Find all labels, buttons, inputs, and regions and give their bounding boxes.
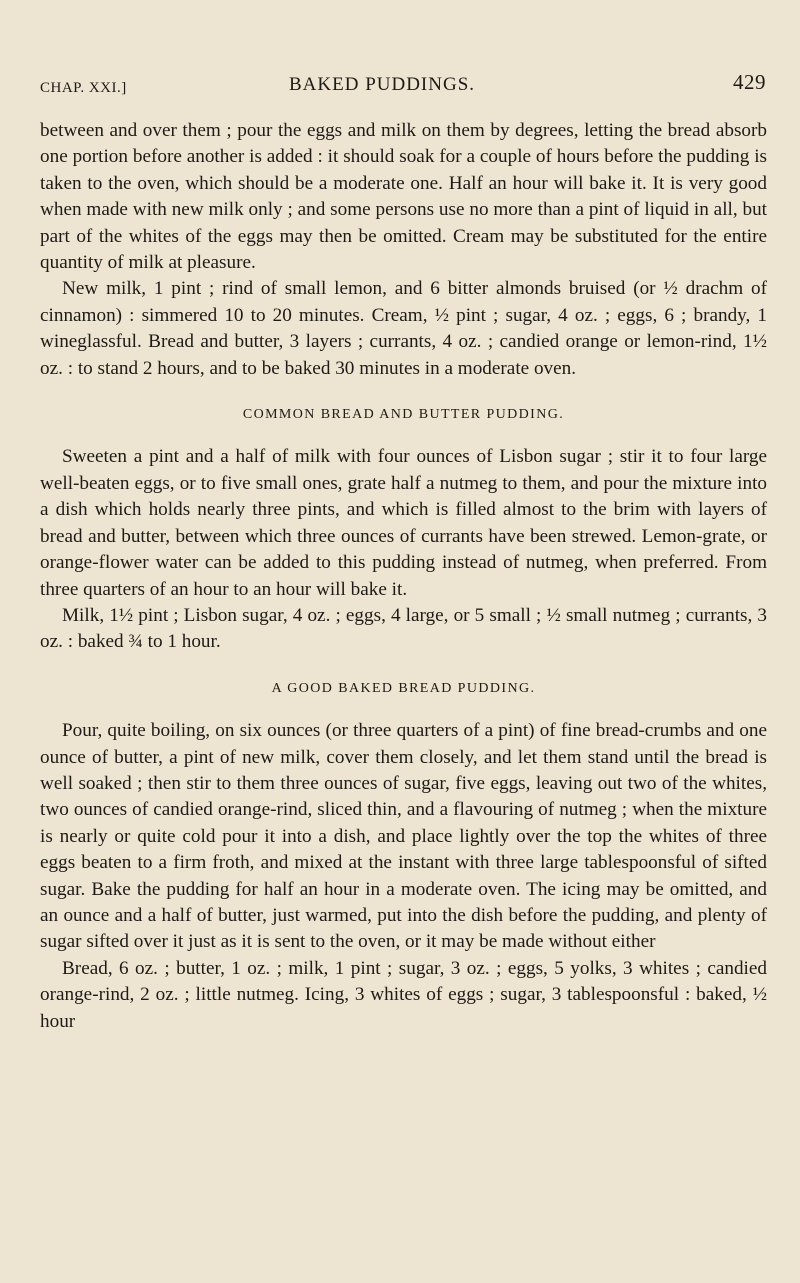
section-title-good-pudding: A GOOD BAKED BREAD PUDDING.	[271, 680, 536, 696]
good-pudding-paragraph: Pour, quite boiling, on six ounces (or three quarters of a pint) of fine bread-crumbs and one ounce of butter, a pint of new milk, cover them closely, and let them stand until the bread is well soaked ; then stir to them three ounces of sugar, five eggs, leaving out two of the whites, two ounces of candied orange-rind, sliced thin, and a flavouring of nutmeg ; when the mixture is nearly or quite cold pour it into a dish, and place lightly over the top the whites of three eggs beaten to a firm froth, and mixed at the instant with three large tablespoonsful of sifted sugar. Bake the pudding for half an hour in a moderate oven. The icing may be omitted, and an ounce and a half of butter, just warmed, put into the dish before the pudding, and plenty of sugar sifted over it just as it is sent to the oven, or it may be made without either	[40, 720, 767, 953]
page-body	[40, 118, 767, 1035]
common-pudding-paragraph: Sweeten a pint and a half of milk with four ounces of Lisbon sugar ; stir it to four large well-beaten eggs, or to five small ones, grate half a nutmeg to them, and pour the mixture into a dish which holds nearly three pints, and which is filled almost to the brim with layers of bread and butter, between which three ounces of currants have been strewed. Lemon-grate, or orange-flower water can be added to this pudding instead of nutmeg, when preferred. From three quarters of an hour to an hour will bake it.	[40, 446, 767, 600]
intro-paragraph: between and over them ; pour the eggs and milk on them by degrees, letting the bread absorb one portion before another is added : it should soak for a couple of hours before the pudding is taken to the oven, which should be a moderate one. Half an hour will bake it. It is very good when made with new milk only ; and some persons use no more than a pint of liquid in all, but part of the whites of the eggs may then be omitted. Cream may be substituted for the entire quantity of milk at pleasure.	[40, 120, 767, 274]
running-head	[40, 70, 766, 104]
good-pudding-recipe-summary: Bread, 6 oz. ; butter, 1 oz. ; milk, 1 pint ; sugar, 3 oz. ; eggs, 5 yolks, 3 whites ; candied orange-rind, 2 oz. ; little nutmeg. Icing, 3 whites of eggs ; sugar, 3 tablespoonsful : baked, ½ hour	[40, 957, 767, 1032]
chapter-label: CHAP. XXI.]	[40, 80, 127, 96]
common-pudding-recipe-summary: Milk, 1½ pint ; Lisbon sugar, 4 oz. ; eggs, 4 large, or 5 small ; ½ small nutmeg ; currants, 3 oz. : baked ¾ to 1 hour.	[40, 604, 767, 653]
intro-recipe-summary: New milk, 1 pint ; rind of small lemon, and 6 bitter almonds bruised (or ½ drachm of cinnamon) : simmered 10 to 20 minutes. Cream, ½ pint ; sugar, 4 oz. ; eggs, 6 ; brandy, 1 wineglassful. Bread and butter, 3 layers ; currants, 4 oz. ; candied orange or lemon-rind, 1½ oz. : to stand 2 hours, and to be baked 30 minutes in a moderate oven.	[40, 278, 767, 379]
section-title-common-pudding: COMMON BREAD AND BUTTER PUDDING.	[242, 407, 565, 423]
page-title: BAKED PUDDINGS.	[289, 74, 476, 95]
page-number: 429	[733, 70, 766, 94]
